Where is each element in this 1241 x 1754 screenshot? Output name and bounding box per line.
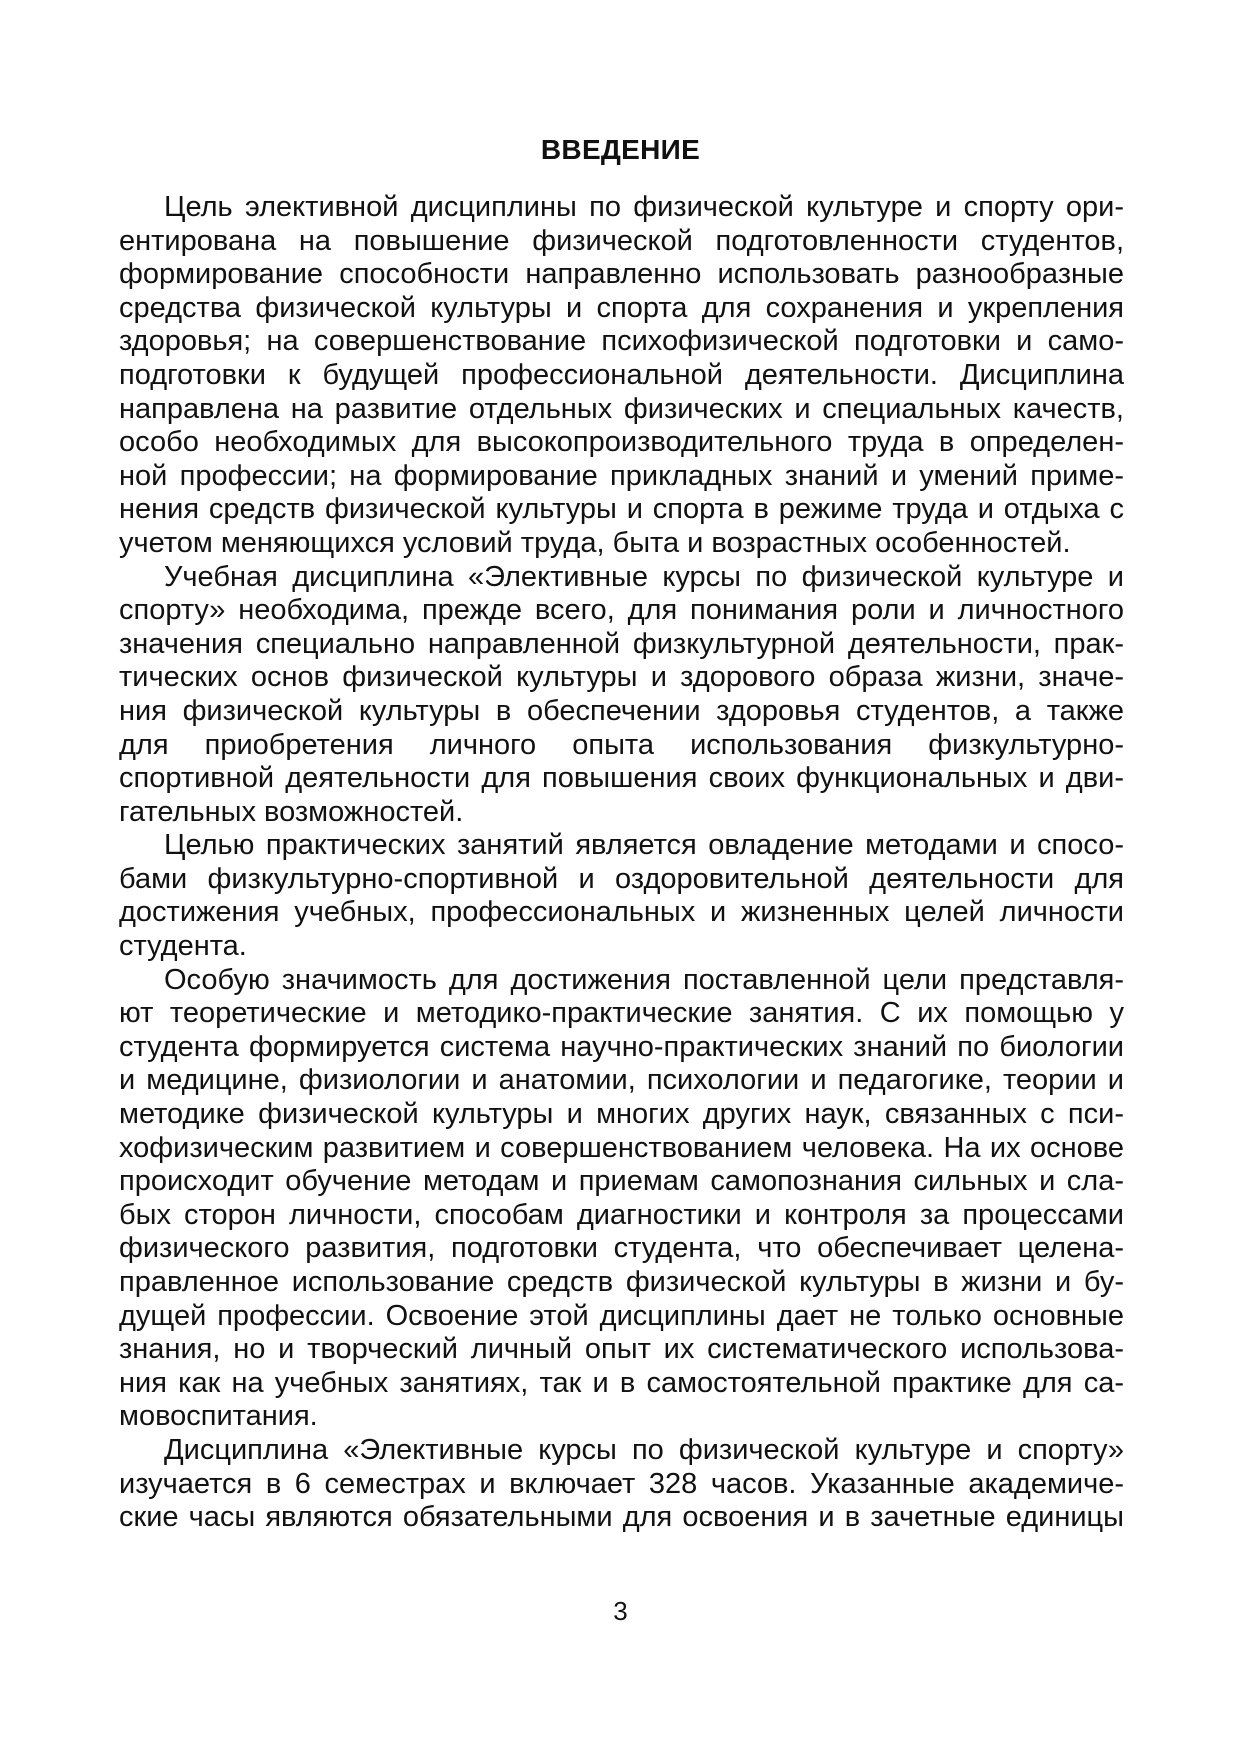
text-line: формирование способности направленно использовать разнообразные (119, 258, 1124, 291)
text-line: студента формируется система научно-практических знаний по биологии (119, 1030, 1124, 1063)
text-line: средства физической культуры и спорта для сохранения и укрепления (119, 291, 1124, 324)
document-body (119, 191, 1124, 1535)
paragraph (119, 829, 1124, 963)
text-line: происходит обучение методам и приемам самопознания сильных и сла- (119, 1165, 1124, 1198)
text-line: для приобретения личного опыта использования физкультурно- (119, 728, 1124, 761)
text-line: спорту» необходима, прежде всего, для понимания роли и личностного (119, 594, 1124, 627)
text-line: направлена на развитие отдельных физических и специальных качеств, (119, 392, 1124, 425)
text-line: ния как на учебных занятиях, так и в самостоятельной практике для са- (119, 1366, 1124, 1399)
text-line: особо необходимых для высокопроизводительного труда в определен- (119, 426, 1124, 459)
text-line: мовоспитания. (119, 1400, 318, 1433)
paragraph (119, 561, 1124, 830)
text-line: ские часы являются обязательными для освоения и в зачетные единицы (119, 1501, 1124, 1534)
text-line: ентирована на повышение физической подготовленности студентов, (119, 224, 1124, 257)
text-line: учетом меняющихся условий труда, быта и возрастных особенностей. (119, 526, 1071, 559)
text-line: достижения учебных, профессиональных и жизненных целей личности (119, 896, 1124, 929)
text-line: нения средств физической культуры и спорта в режиме труда и отдыха с (119, 493, 1124, 526)
text-line: изучается в 6 семестрах и включает 328 часов. Указанные академиче- (119, 1467, 1124, 1500)
text-line: тических основ физической культуры и здорового образа жизни, значе- (119, 661, 1124, 694)
page-number: 3 (613, 1596, 628, 1626)
text-line: гательных возможностей. (119, 795, 464, 828)
paragraph (119, 964, 1124, 1434)
text-line: Целью практических занятий является овладение методами и спосо- (164, 829, 1124, 862)
text-line: ния физической культуры в обеспечении здоровья студентов, а также (119, 694, 1124, 727)
text-line: бых сторон личности, способам диагностики и контроля за процессами (119, 1198, 1124, 1231)
text-line: и медицине, физиологии и анатомии, психологии и педагогике, теории и (119, 1064, 1124, 1097)
text-line: Цель элективной дисциплины по физической культуре и спорту ори- (164, 191, 1124, 223)
page-title: ВВЕДЕНИЕ (540, 134, 701, 165)
text-line: знания, но и творческий личный опыт их систематического использова- (119, 1333, 1124, 1366)
text-line: правленное использование средств физической культуры в жизни и бу- (119, 1266, 1124, 1298)
text-line: физического развития, подготовки студента, что обеспечивает целена- (119, 1232, 1124, 1265)
text-line: ной профессии; на формирование прикладных знаний и умений приме- (119, 459, 1124, 492)
text-line: Дисциплина «Элективные курсы по физической культуре и спорту» (164, 1433, 1124, 1466)
text-line: хофизическим развитием и совершенствованием человека. На их основе (119, 1131, 1124, 1164)
text-line: подготовки к будущей профессиональной деятельности. Дисциплина (119, 358, 1124, 391)
text-line: Учебная дисциплина «Элективные курсы по физической культуре и (164, 560, 1124, 593)
text-line: здоровья; на совершенствование психофизической подготовки и само- (119, 325, 1124, 358)
text-line: значения специально направленной физкультурной деятельности, прак- (119, 627, 1124, 660)
text-line: бами физкультурно-спортивной и оздоровительной деятельности для (119, 862, 1124, 895)
paragraph (119, 191, 1124, 561)
text-line: дущей профессии. Освоение этой дисциплины дает не только основные (119, 1299, 1124, 1332)
text-line: спортивной деятельности для повышения своих функциональных и дви- (119, 762, 1124, 795)
text-line: методике физической культуры и многих других наук, связанных с пси- (119, 1098, 1124, 1131)
text-line: Особую значимость для достижения поставленной цели представля- (164, 963, 1124, 996)
paragraph (119, 1434, 1124, 1535)
text-line: ют теоретические и методико-практические занятия. С их помощью у (119, 997, 1124, 1030)
text-line: студента. (119, 930, 247, 963)
